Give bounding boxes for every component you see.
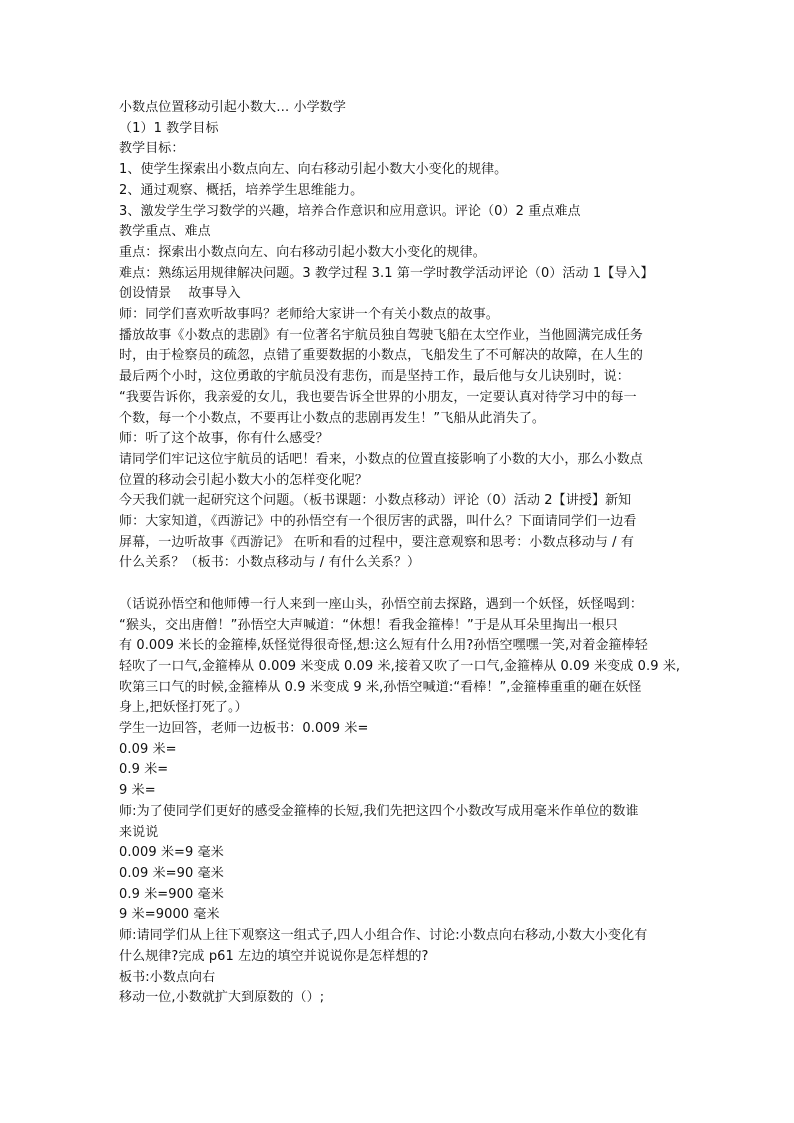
xiyou-line-6: 身上,把妖怪打死了。）	[119, 700, 248, 716]
board-right: 板书:小数点向右	[119, 969, 216, 985]
difficulty-text: 难点：熟练运用规律解决问题。3 教学过程 3.1 第一学时教学活动评论（0）活动 1【导入】	[119, 265, 654, 281]
today-line-3: 屏幕，一边听故事《西游记》 在听和看的过程中，要注意观察和思考：小数点移动与 / 有	[119, 534, 634, 550]
board-line-4: 9 米=	[119, 783, 156, 799]
goal-item-1: 1、使学生探索出小数点向左、向右移动引起小数大小变化的规律。	[119, 162, 508, 178]
xiyou-line-5: 吹第三口气的时候,金箍棒从 0.9 米变成 9 米,孙悟空喊道:“看棒！”,金箍棒重重的砸在妖怪	[119, 679, 642, 695]
section-heading-goals: （1）1 教学目标	[119, 120, 219, 136]
story-line-5: 个数，每一个小数点，不要再让小数点的悲剧再发生！”飞船从此消失了。	[119, 410, 546, 426]
observe-line-2: 什么规律?完成 p61 左边的填空并说说你是怎样想的?	[119, 948, 429, 964]
keypoint-text: 重点：探索出小数点向左、向右移动引起小数大小变化的规律。	[119, 244, 486, 260]
goal-item-3: 3、激发学生学习数学的兴趣，培养合作意识和应用意识。评论（0）2 重点难点	[119, 203, 581, 219]
remember-line-1: 请同学们牢记这位宇航员的话吧！看来，小数点的位置直接影响了小数的大小，那么小数点	[119, 451, 644, 467]
teacher-question-1: 师：同学们喜欢听故事吗？老师给大家讲一个有关小数点的故事。	[119, 307, 499, 323]
teacher-question-2: 师：听了这个故事，你有什么感受？	[119, 431, 329, 447]
keypoints-heading: 教学重点、难点	[119, 224, 211, 240]
goal-item-2: 2、通过观察、概括，培养学生思维能力。	[119, 182, 364, 198]
xiyou-line-3: 有 0.009 米长的金箍棒,妖怪觉得很奇怪,想:这么短有什么用?孙悟空嘿嘿一笑,对着金箍棒轻	[119, 638, 648, 654]
conversion-3: 0.9 米=900 毫米	[119, 886, 224, 902]
conversion-4: 9 米=9000 毫米	[119, 907, 220, 923]
board-line-1: 学生一边回答，老师一边板书：0.009 米=	[119, 721, 369, 737]
today-line-4: 什么关系？（板书：小数点移动与 / 有什么关系？）	[119, 555, 421, 571]
story-line-4: “我要告诉你，我亲爱的女儿，我也要告诉全世界的小朋友，一定要认真对待学习中的每一	[119, 389, 637, 405]
today-line-2: 师：大家知道，《西游记》中的孙悟空有一个很厉害的武器，叫什么？下面请同学们一边看	[119, 514, 637, 530]
blank-line	[119, 574, 689, 595]
xiyou-line-4: 轻吹了一口气,金箍棒从 0.009 米变成 0.09 米,接着又吹了一口气,金箍棒从 0.09 米变成 0.9 米,	[119, 658, 681, 674]
observe-line-1: 师:请同学们从上往下观察这一组式子,四人小组合作、讨论:小数点向右移动,小数大小变化有	[119, 928, 648, 944]
activity-1-title: 创设情景 故事导入	[119, 286, 241, 302]
board-line-2: 0.09 米=	[119, 741, 177, 757]
conversion-1: 0.009 米=9 毫米	[119, 845, 224, 861]
doc-title: 小数点位置移动引起小数大… 小学数学	[119, 100, 346, 115]
remember-line-2: 位置的移动会引起小数大小的怎样变化呢？	[119, 472, 368, 488]
move-one-line: 移动一位,小数就扩大到原数的（）;	[119, 990, 325, 1006]
xiyou-line-2: “猴头，交出唐僧！”孙悟空大声喊道：“休想！看我金箍棒！”于是从耳朵里掏出一根只	[119, 617, 618, 633]
board-line-3: 0.9 米=	[119, 762, 169, 778]
conversion-2: 0.09 米=90 毫米	[119, 866, 224, 881]
story-line-1: 播放故事《小数点的悲剧》有一位著名宇航员独自驾驶飞船在太空作业，当他圆满完成任务	[119, 327, 644, 343]
story-line-2: 时，由于检察员的疏忽，点错了重要数据的小数点，飞船发生了不可解决的故障，在人生的	[119, 348, 644, 364]
xiyou-line-1: （话说孙悟空和他师傅一行人来到一座山头，孙悟空前去探路，遇到一个妖怪，妖怪喝到：	[119, 596, 644, 612]
story-line-3: 最后两个小时，这位勇敢的宇航员没有悲伤，而是坚持工作，最后他与女儿诀别时，说：	[119, 369, 630, 385]
mm-line-2: 来说说	[119, 824, 159, 840]
mm-line-1: 师:为了使同学们更好的感受金箍棒的长短,我们先把这四个小数改写成用毫米作单位的数谁	[119, 803, 639, 819]
goal-heading: 教学目标：	[119, 141, 185, 157]
document-page	[119, 98, 689, 1009]
today-line-1: 今天我们就一起研究这个问题。（板书课题：小数点移动）评论（0）活动 2【讲授】新知	[119, 493, 632, 509]
